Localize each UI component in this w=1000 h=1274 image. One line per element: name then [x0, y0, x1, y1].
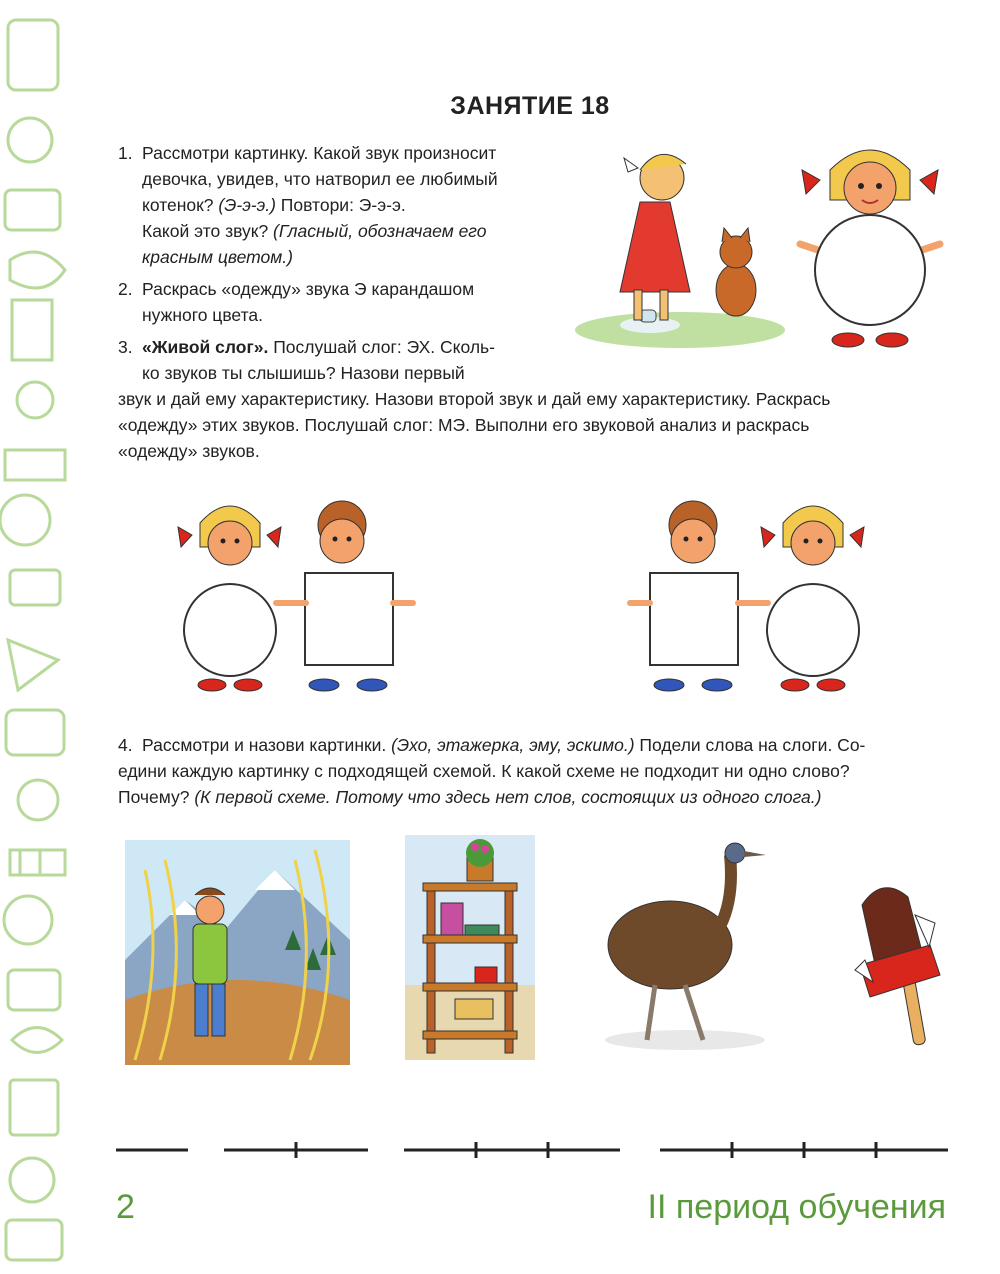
task-line: нужного цвета. [142, 305, 263, 325]
boy-girl-pair-right [625, 495, 875, 695]
syllable-scheme-2 [224, 1140, 368, 1160]
task-number: 2. [118, 279, 133, 299]
task-line: Раскрась «одежду» звука Э карандашом [142, 279, 475, 299]
girl-vowel-card [790, 140, 950, 355]
task-line: едини каждую картинку с подходящей схемой. К какой схеме не подходит ни одно слово? [118, 761, 850, 781]
task-number: 4. [118, 735, 133, 755]
eskimo-icecream-picture [850, 875, 950, 1050]
task-number: 1. [118, 143, 133, 163]
task-line: Рассмотри картинку. Какой звук произносит [142, 143, 497, 163]
task-line: Какой это звук? (Гласный, обозначаем его [142, 221, 487, 241]
task-number: 3. [118, 337, 133, 357]
echo-mountain-picture [125, 840, 350, 1065]
task-line: «одежду» этих звуков. Послушай слог: МЭ. Выполни его звуковой анализ и раскрась [118, 415, 810, 435]
period-label: II период обучения [647, 1188, 946, 1226]
task-line: красным цветом.) [142, 247, 293, 267]
task-1 [118, 140, 542, 270]
page-number: 2 [116, 1188, 135, 1226]
syllable-scheme-1 [116, 1140, 188, 1160]
margin-decoration [0, 0, 78, 1274]
task-2 [118, 276, 542, 328]
girl-with-kitten-illustration [570, 140, 790, 350]
task-line: Рассмотри и назови картинки. (Эхо, этажерка, эму, эскимо.) Подели слова на слоги. Со- [142, 735, 866, 755]
shelf-etazherka-picture [405, 835, 535, 1060]
syllable-scheme-3 [404, 1140, 620, 1160]
girl-boy-pair-left [172, 495, 422, 695]
task-line: «Живой слог». Послушай слог: ЭХ. Сколь- [142, 337, 496, 357]
task-4 [118, 732, 948, 810]
task-line: девочка, увидев, что натворил ее любимый [142, 169, 498, 189]
task-line: Почему? (К первой схеме. Потому что здесь нет слов, состоящих из одного слога.) [118, 787, 822, 807]
task-line: «одежду» звуков. [118, 441, 260, 461]
task-line: звук и дай ему характеристику. Назови второй звук и дай ему характеристику. Раскрась [118, 389, 831, 409]
emu-bird-picture [600, 835, 775, 1055]
task-line: котенок? (Э-э-э.) Повтори: Э-э-э. [142, 195, 406, 215]
lesson-title: ЗАНЯТИЕ 18 [450, 92, 610, 120]
task-line: ко звуков ты слышишь? Назови первый [142, 363, 465, 383]
syllable-scheme-4 [660, 1140, 948, 1160]
